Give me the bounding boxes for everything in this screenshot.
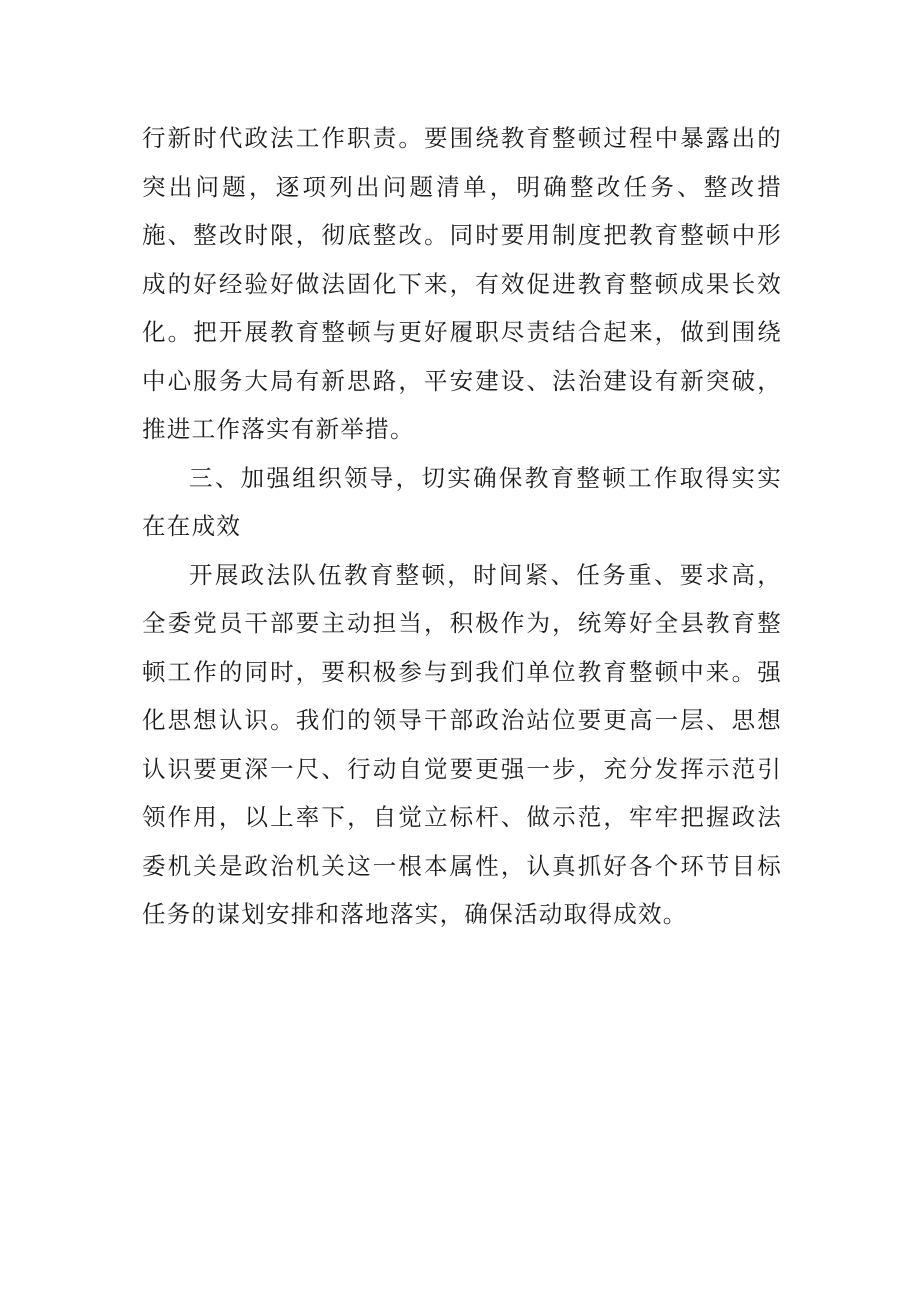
paragraph-continuation: 行新时代政法工作职责。要围绕教育整顿过程中暴露出的突出问题，逐项列出问题清单，明确整改任务、整改措施、整改时限，彻底整改。同时要用制度把教育整顿中形成的好经验好做法固化下来，有效促进教育整顿成果长效化。把开展教育整顿与更好履职尽责结合起来，做到围绕中心服务大局有新思路，平安建设、法治建设有新突破，推进工作落实有新举措。 <box>142 124 782 443</box>
document-body <box>142 114 782 939</box>
paragraph-body: 开展政法队伍教育整顿，时间紧、任务重、要求高，全委党员干部要主动担当，积极作为，统筹好全县教育整顿工作的同时，要积极参与到我们单位教育整顿中来。强化思想认识。我们的领导干部政治站位要更高一层、思想认识要更深一尺、行动自觉要更强一步，充分发挥示范引领作用，以上率下，自觉立标杆、做示范，牢牢把握政法委机关是政治机关这一根本属性，认真抓好各个环节目标任务的谋划安排和落地落实，确保活动取得成效。 <box>142 560 782 928</box>
section-heading-three: 三、加强组织领导，切实确保教育整顿工作取得实实在在成效 <box>142 463 782 540</box>
